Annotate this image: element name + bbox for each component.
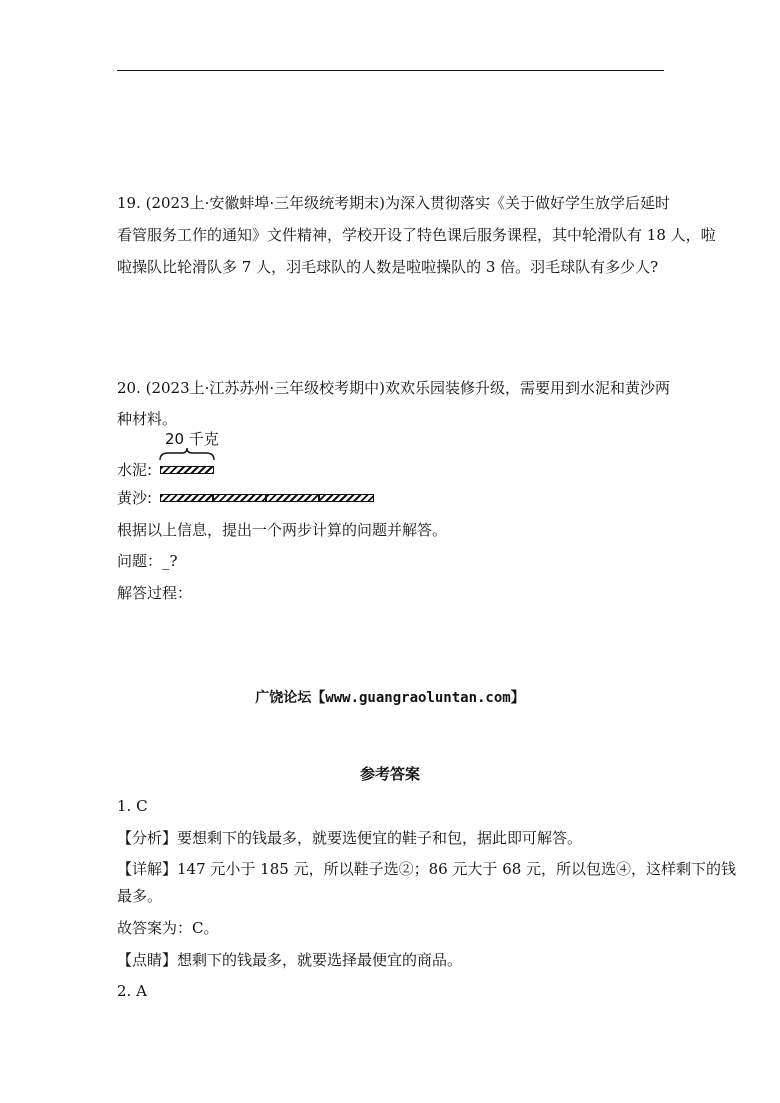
cement-label: 水泥:: [117, 461, 153, 479]
brace-label: 20 千克: [165, 430, 219, 448]
sand-segment-tick: [212, 494, 214, 502]
forum-watermark-text: 广饶论坛【www.guangraoluntan.com】: [255, 690, 525, 706]
answer-1-tip: 【点睛】想剩下的钱最多，就要选择最便宜的商品。: [117, 951, 463, 969]
forum-watermark: [0, 687, 780, 708]
answer-1-number: 1. C: [117, 797, 148, 815]
answer-1-analysis: 【分析】要想剩下的钱最多，就要选便宜的鞋子和包，据此即可解答。: [117, 829, 583, 847]
q20-line-1: 20. (2023上·江苏苏州·三年级校考期中)欢欢乐园装修升级，需要用到水泥和黄沙两: [117, 379, 671, 397]
q20-line-2: 种材料。: [117, 410, 178, 428]
q19-line-2: 看管服务工作的通知》文件精神，学校开设了特色课后服务课程，其中轮滑队有 18 人，啦: [117, 226, 716, 244]
brace-icon: [159, 447, 215, 461]
line-segment-diagram: [117, 430, 387, 505]
sand-bar: [160, 494, 374, 502]
q20-instruction: 根据以上信息，提出一个两步计算的问题并解答。: [117, 521, 448, 539]
cement-bar: [160, 466, 214, 474]
answer-1-result: 故答案为：C。: [117, 919, 219, 937]
q19-line-3: 啦操队比轮滑队多 7 人，羽毛球队的人数是啦啦操队的 3 倍。羽毛球队有多少人?: [117, 258, 659, 276]
q19-line-1: 19. (2023上·安徽蚌埠·三年级统考期末)为深入贯彻落实《关于做好学生放学后延时: [117, 194, 671, 212]
sand-segment-tick: [265, 494, 267, 502]
header-rule: [117, 70, 664, 71]
answer-1-detail-line-1: 【详解】147 元小于 185 元，所以鞋子选②；86 元大于 68 元，所以包选④，这样剩下的钱: [117, 860, 737, 878]
answer-1-detail-line-2: 最多。: [117, 887, 163, 905]
q20-question-label: 问题：_?: [117, 552, 178, 570]
answers-heading: 参考答案: [359, 765, 420, 783]
q20-solution-label: 解答过程：: [117, 584, 193, 602]
sand-label: 黄沙:: [117, 489, 153, 507]
answer-2-number: 2. A: [117, 982, 147, 1000]
sand-segment-tick: [318, 494, 320, 502]
